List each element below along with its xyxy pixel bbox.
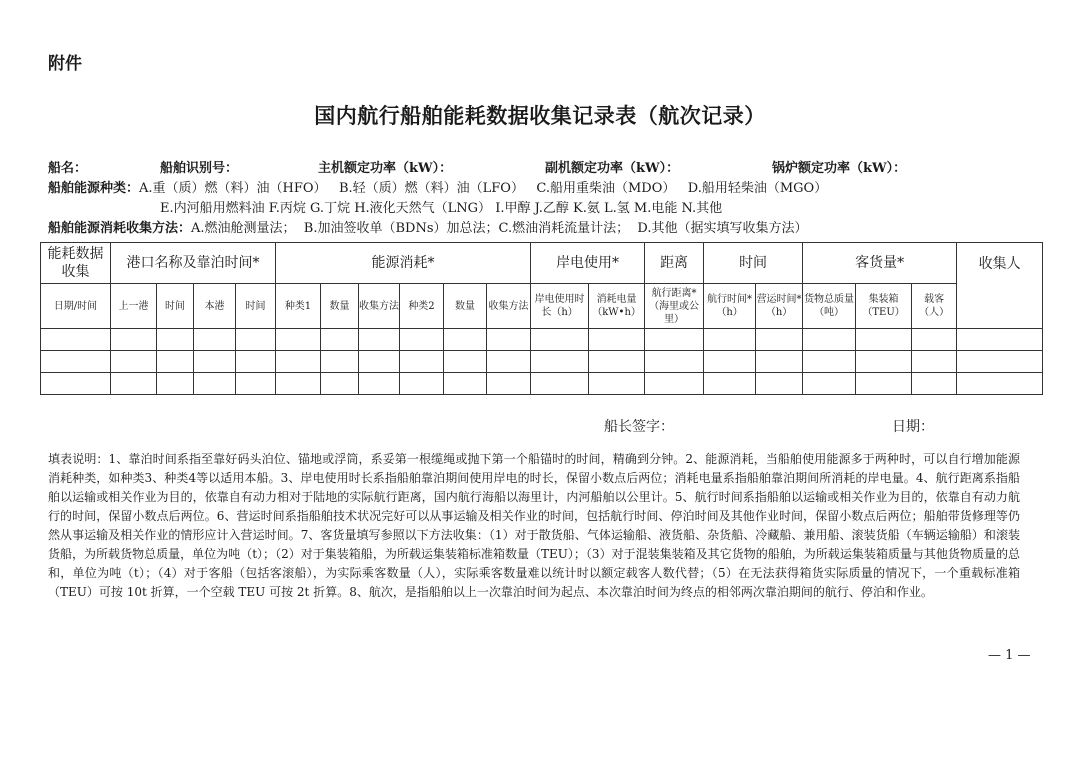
captain-signature-label: 船长签字： — [604, 419, 674, 435]
voyage-record-table — [40, 242, 1043, 395]
sub-this-port: 本港 — [194, 284, 236, 329]
filling-instructions: 填表说明：1、靠泊时间系指至靠好码头泊位、锚地或浮筒，系妥第一根缆绳或抛下第一个船锚时的时间，精确到分钟。2、能源消耗，当船舶使用能源多于两种时，可以自行增加能源消耗种类，如种类3、种类4等以适用本船。3、岸电使用时长系指船舶靠泊期间使用岸电的时长，保留小数点后两位；消耗电量系指船舶靠泊期间所消耗的岸电量。4、航行距离系指船舶以运输或相关作业为目的，依靠自有动力相对于陆地的实际航行距离，国内航行海船以海里计，内河船舶以公里计。5、航行时间系指船舶以运输或相关作业为目的，依靠自有动力航行的时间，保留小数点后两位。6、营运时间系指船舶技术状况完好可以从事运输及相关作业的时间，包括航行时间、停泊时间及其他作业时间，保留小数点后两位；船舶带货修理等仍然从事运输及相关作业的情形应计入营运时间。7、客货量填写参照以下方法收集：（1）对于散货船、气体运输船、液货船、杂货船、冷藏船、兼用船、滚装货船（车辆运输船）和滚装货船，为所载货物总质量，单位为吨（t）；（2）对于集装箱船，为所载运集装箱标准箱数量（TEU）；（3）对于混装集装箱及其它货物的船舶，为所载运集装箱质量与其他货物质量的总和，单位为吨（t）；（4）对于客船（包括客滚船），为实际乘客数量（人），实际乘客数量难以统计时以额定载客人数代替；（5）在无法获得箱货实际质量的情况下，一个重载标准箱（TEU）可按 10t 折算，一个空载 TEU 可按 2t 折算。8、航次，是指船舶以上一次靠泊时间为起点、本次靠泊时间为终点的相邻两次靠泊期间的航行、停泊和作业。 — [48, 452, 1020, 599]
sub-fuel-type-1: 种类1 — [276, 284, 321, 329]
collection-methods-label: 船舶能源消耗收集方法： — [48, 221, 192, 236]
table-sub-header-row — [41, 284, 1043, 329]
sub-sail-time: 航行时间*（h） — [704, 284, 756, 329]
table-row — [41, 351, 1043, 373]
collection-methods-row — [48, 217, 807, 236]
sub-nav-distance: 航行距离*（海里或公里） — [645, 284, 704, 329]
header-port: 港口名称及靠泊时间* — [111, 243, 276, 284]
sub-date-time: 日期/时间 — [41, 284, 111, 329]
sub-fuel-type-2: 种类2 — [400, 284, 444, 329]
collection-methods-list: A.燃油舱测量法； B.加油签收单（BDNs）加总法；C.燃油消耗流量计法； D.其他（据实填写收集方法） — [191, 221, 808, 236]
sub-cargo-mass: 货物总质量（吨） — [803, 284, 856, 329]
attachment-label: 附件 — [48, 54, 82, 74]
table-row — [41, 329, 1043, 351]
header-collection: 能耗数据收集 — [41, 243, 111, 284]
sub-prev-port: 上一港 — [111, 284, 157, 329]
ship-id-field: 船舶识别号： — [160, 161, 239, 176]
sub-passengers: 载客（人） — [912, 284, 957, 329]
header-distance: 距离 — [645, 243, 704, 284]
header-energy: 能源消耗* — [276, 243, 531, 284]
energy-types-row — [48, 177, 827, 196]
header-time: 时间 — [704, 243, 803, 284]
ship-name-field: 船名： — [48, 161, 88, 176]
sub-teu: 集装箱（TEU） — [856, 284, 912, 329]
sub-ops-time: 营运时间*（h） — [756, 284, 803, 329]
sub-this-time: 时间 — [236, 284, 276, 329]
form-title: 国内航行船舶能耗数据收集记录表（航次记录） — [314, 103, 766, 128]
aux-engine-power-field: 副机额定功率（kW）： — [545, 161, 680, 176]
sub-shore-kwh: 消耗电量（kW•h） — [589, 284, 645, 329]
table-group-header-row — [41, 243, 1043, 284]
sub-shore-hours: 岸电使用时长（h） — [531, 284, 589, 329]
sub-prev-time: 时间 — [157, 284, 194, 329]
sub-method-2: 收集方法 — [487, 284, 531, 329]
sub-qty-2: 数量 — [444, 284, 487, 329]
energy-types-list-1: A.重（质）燃（料）油（HFO） B.轻（质）燃（料）油（LFO） C.船用重柴油（MDO） D.船用轻柴油（MGO） — [139, 181, 828, 196]
signature-date-label: 日期： — [892, 419, 934, 435]
table-row — [41, 373, 1043, 395]
page-number: — 1 — — [988, 648, 1031, 663]
sub-qty-1: 数量 — [321, 284, 359, 329]
header-collector: 收集人 — [957, 243, 1043, 329]
header-cargo: 客货量* — [803, 243, 957, 284]
energy-types-label: 船舶能源种类： — [48, 181, 140, 196]
header-shore-power: 岸电使用* — [531, 243, 645, 284]
main-engine-power-field: 主机额定功率（kW）： — [318, 161, 453, 176]
sub-method-1: 收集方法 — [359, 284, 400, 329]
energy-types-list-2: E.内河船用燃料油 F.丙烷 G.丁烷 H.液化天然气（LNG） I.甲醇 J.乙醇 K.氨 L.氢 M.电能 N.其他 — [160, 201, 723, 216]
boiler-power-field: 锅炉额定功率（kW）： — [772, 161, 907, 176]
